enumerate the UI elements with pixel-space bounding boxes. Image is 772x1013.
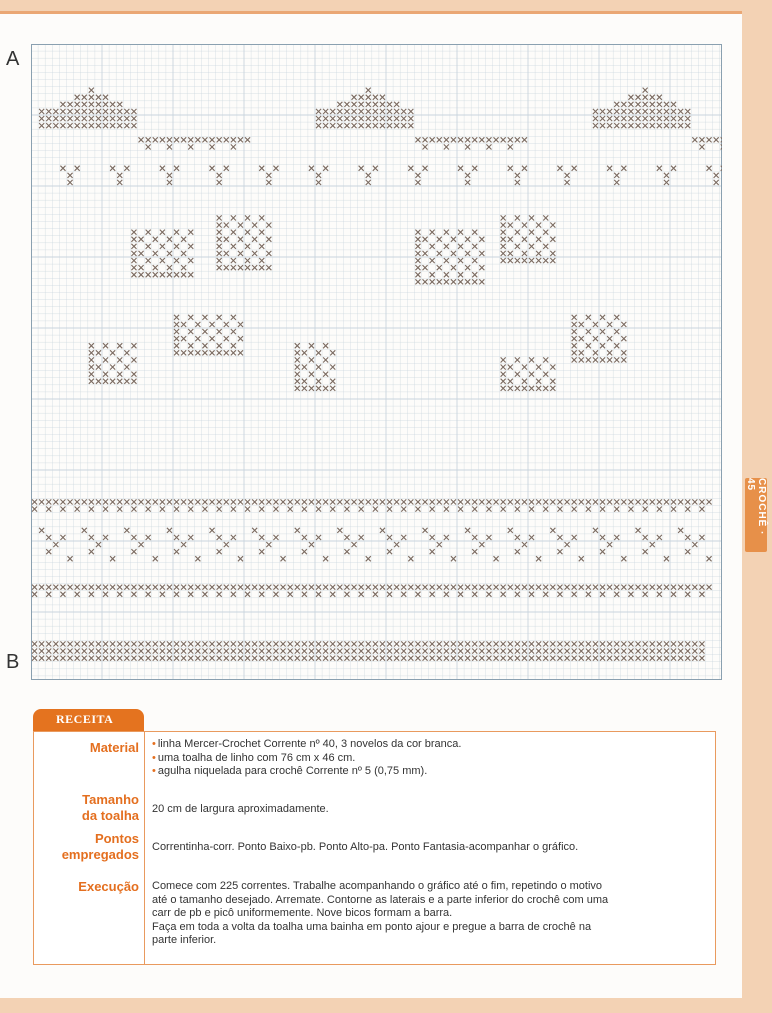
material-label: Material: [89, 740, 139, 755]
execucao-label: Execução: [78, 879, 139, 894]
material-item: • linha Mercer-Crochet Corrente nº 40, 3 novelos da cor branca.: [152, 738, 462, 750]
marker-b: B: [6, 651, 20, 673]
page-number-tab: [745, 478, 767, 552]
pontos-text: Correntinha-corr. Ponto Baixo-pb. Ponto Alto-pa. Ponto Fantasia-acompanhar o gráfico.: [152, 841, 579, 853]
top-rule: [0, 11, 742, 14]
page-number-text: CROCHÊ · 45: [745, 478, 767, 536]
material-list: [152, 738, 707, 779]
recipe-tab-title: RECEITA: [56, 712, 114, 726]
crochet-chart: [31, 44, 722, 680]
recipe-box: [33, 731, 716, 965]
crochet-chart-grid: [31, 44, 722, 680]
material-item: • uma toalha de linho com 76 cm x 46 cm.: [152, 751, 356, 764]
recipe-tab: [33, 709, 144, 731]
marker-a: A: [6, 48, 20, 70]
execucao-text: Comece com 225 correntes. Trabalhe acompanhando o gráfico até o fim, repetindo o motivo até o tamanho desejado. Arremate. Contorne as laterais e a parte inferior do crochê com uma carr de pb e picô uniformemente. Nove bicos formam a barra. Faça em toda a volta da toalha uma bainha em ponto ajour e pregue a barra de crochê na parte inferior.: [152, 880, 609, 946]
tamanho-text: 20 cm de largura aproximadamente.: [152, 803, 329, 815]
recipe-divider: [144, 732, 145, 964]
tamanho-label: Tamanho da toalha: [81, 792, 139, 823]
pontos-label: Pontos empregados: [61, 831, 139, 862]
material-item: • agulha niquelada para crochê Corrente nº 5 (0,75 mm).: [152, 765, 428, 777]
